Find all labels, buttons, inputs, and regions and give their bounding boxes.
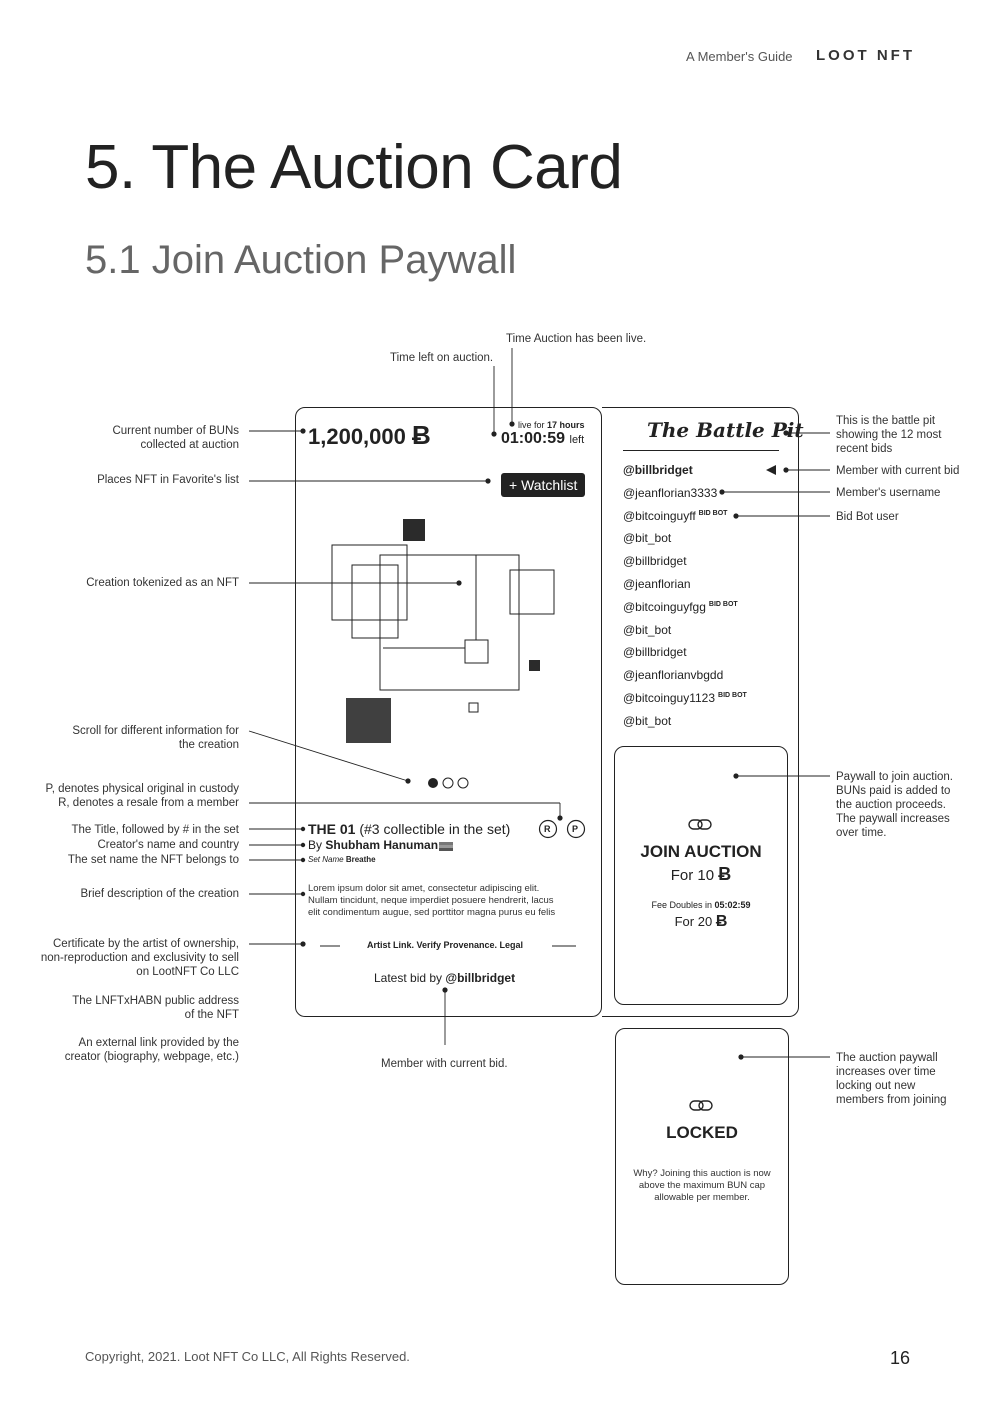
- fee-doubles: Fee Doubles in 05:02:59: [651, 900, 751, 910]
- locked-paywall: [615, 1028, 789, 1285]
- bid-username: @jeanflorian: [623, 577, 691, 591]
- bid-username: @jeanflorianvbgdd: [623, 668, 724, 683]
- join-auction-heading: JOIN AUCTION: [640, 842, 762, 861]
- bid-username: @jeanflorian3333: [623, 485, 718, 500]
- badge-r-label: R: [544, 824, 551, 834]
- artist-links[interactable]: Artist Link. Verify Provenance. Legal: [367, 940, 524, 950]
- bun-count: 1,200,000 Ƀ: [308, 420, 431, 450]
- bid-list-item[interactable]: [623, 691, 747, 705]
- time-left: 01:00:59 left: [501, 430, 585, 447]
- callout-paywall: Paywall to join auction. BUNs paid is added to the auction proceeds. The paywall increases over time.: [836, 771, 953, 839]
- bid-username: @bit_bot: [623, 531, 672, 546]
- bid-list-item[interactable]: [623, 554, 687, 568]
- watchlist-button[interactable]: + Watchlist: [501, 473, 585, 497]
- callout-member-bid: Member with current bid.: [381, 1058, 508, 1070]
- bid-bot-badge: BID BOT: [708, 600, 738, 608]
- live-for: live for 17 hours: [518, 420, 585, 430]
- bid-username: @billbridget: [623, 554, 687, 569]
- join-price: For 10 Ƀ: [670, 864, 732, 884]
- callout-set-name: The set name the NFT belongs to: [67, 854, 239, 866]
- creator-line: By Shubham Hanuman: [308, 838, 439, 852]
- locked-reason: Why? Joining this auction is now above the maximum BUN cap allowable per member.: [633, 1168, 771, 1203]
- battle-pit-title: The Battle Pit: [647, 418, 804, 442]
- bid-username: @billbridget: [623, 463, 693, 477]
- page-title: 5. The Auction Card: [85, 133, 623, 202]
- bid-list-item[interactable]: [623, 463, 693, 477]
- callout-address: The LNFTxHABN public address of the NFT: [72, 995, 239, 1021]
- bid-bot-badge: BID BOT: [718, 692, 747, 699]
- bid-username: @billbridget: [623, 645, 687, 660]
- callout-pit-username: Member's username: [836, 487, 941, 499]
- bid-list-item[interactable]: [623, 531, 671, 545]
- callout-pit-bot: Bid Bot user: [836, 511, 899, 523]
- bid-username: @bit_bot: [623, 622, 672, 637]
- bun-currency-icon: Ƀ: [715, 913, 728, 930]
- page-number: 16: [890, 1348, 911, 1368]
- badge-p-label: P: [572, 824, 579, 834]
- bid-list-item[interactable]: [623, 668, 723, 682]
- callout-time-left-text: Time left on auction.: [390, 352, 494, 364]
- callout-buns: Current number of BUNs collected at auction: [112, 425, 239, 451]
- callout-creator: Creator's name and country: [97, 839, 239, 851]
- bun-currency-icon: Ƀ: [412, 420, 431, 450]
- header-logo: LOOT NFT: [816, 47, 915, 64]
- callout-description: Brief description of the creation: [80, 888, 239, 900]
- callout-creation: Creation tokenized as an NFT: [86, 577, 239, 589]
- bid-list-item[interactable]: [623, 600, 738, 614]
- bid-list-item[interactable]: [623, 486, 717, 500]
- latest-bid: Latest bid by @billbridget: [374, 971, 516, 985]
- callout-pit-current: Member with current bid: [836, 465, 960, 477]
- callout-battle-pit: This is the battle pit showing the 12 most recent bids: [836, 415, 942, 455]
- bid-username: @bit_bot: [623, 713, 672, 728]
- set-name-line: Set Name Breathe: [308, 855, 376, 864]
- header-guide-label: A Member's Guide: [686, 49, 793, 64]
- battle-pit-divider: [623, 450, 779, 451]
- bid-username: @bitcoinguyfgg: [623, 599, 706, 614]
- bid-list-item[interactable]: [623, 577, 691, 591]
- callout-physical-resale: P, denotes physical original in custody R, denotes a resale from a member: [45, 783, 239, 809]
- bun-currency-icon: Ƀ: [718, 864, 732, 884]
- bid-list-item[interactable]: [623, 714, 671, 728]
- callout-locked: The auction paywall increases over time locking out new members from joining: [836, 1052, 947, 1106]
- callout-external-link: An external link provided by the creator (biography, webpage, etc.): [64, 1037, 239, 1063]
- footer-copyright: Copyright, 2021. Loot NFT Co LLC, All Rights Reserved.: [85, 1349, 410, 1364]
- locked-heading: LOCKED: [666, 1123, 738, 1142]
- auction-card: [295, 407, 602, 1017]
- join-price-next: For 20 Ƀ: [674, 913, 728, 930]
- nft-title: THE 01 (#3 collectible in the set): [308, 821, 511, 837]
- callout-favorites: Places NFT in Favorite's list: [97, 474, 239, 486]
- bid-list-item[interactable]: [623, 623, 671, 637]
- nft-description: Lorem ipsum dolor sit amet, consectetur adipiscing elit. Nullam tincidunt, neque imperdiet posuere hendrerit, lacus elit condimentum augue, sed porttitor magna purus eu felis: [308, 883, 556, 918]
- callout-title-set: The Title, followed by # in the set: [71, 824, 239, 836]
- bid-list-item[interactable]: [623, 509, 727, 523]
- bid-username: @bitcoinguy1123: [623, 691, 716, 705]
- callout-certificate: Certificate by the artist of ownership, non-reproduction and exclusivity to sell on LootNFT Co LLC: [40, 938, 239, 978]
- bid-bot-badge: BID BOT: [698, 509, 728, 517]
- bid-username: @bitcoinguyff: [623, 508, 696, 523]
- bid-list-item[interactable]: [623, 645, 687, 659]
- page-subtitle: 5.1 Join Auction Paywall: [85, 238, 517, 282]
- callout-time-live: Time Auction has been live.: [506, 333, 647, 345]
- callout-scroll: Scroll for different information for the creation: [72, 725, 239, 751]
